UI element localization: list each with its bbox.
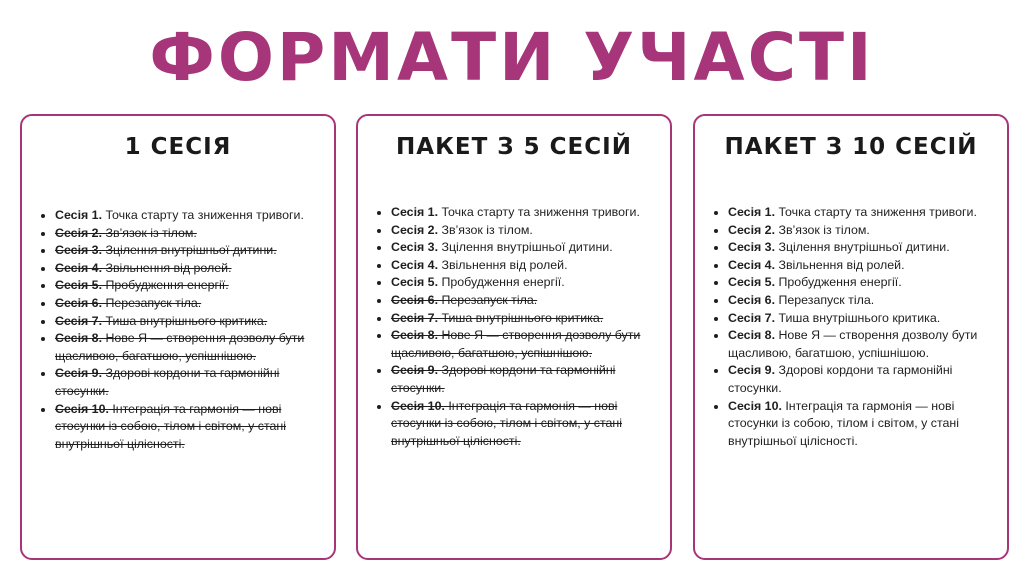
session-label: Сесія 3. — [391, 240, 439, 255]
session-description: Нове Я — створення дозволу бути щасливою, багатшою, успішнішою. — [55, 331, 305, 363]
session-description: Звільнення від ролей. — [102, 260, 232, 275]
session-item — [391, 274, 656, 292]
session-label: Сесія 2. — [728, 222, 776, 237]
session-label: Сесія 4. — [728, 257, 776, 272]
session-item — [391, 310, 656, 328]
session-label: Сесія 1. — [391, 205, 439, 219]
session-label: Сесія 9. — [728, 363, 776, 378]
session-label: Сесія 4. — [391, 257, 439, 272]
session-item — [55, 242, 320, 260]
session-description: Перезапуск тіла. — [438, 292, 538, 307]
session-description: Пробудження енергії. — [438, 275, 565, 290]
session-item — [55, 207, 320, 225]
session-label: Сесія 7. — [391, 310, 439, 325]
session-item — [55, 260, 320, 278]
session-list — [39, 207, 320, 453]
session-label: Сесія 5. — [728, 275, 776, 290]
session-label: Сесія 2. — [391, 222, 439, 237]
session-label: Сесія 1. — [728, 205, 776, 219]
session-item — [728, 222, 993, 240]
session-description: Зцілення внутрішньої дитини. — [438, 240, 613, 255]
session-item — [391, 362, 656, 397]
session-item — [55, 225, 320, 243]
session-description: Здорові кордони та гармонійні стосунки. — [391, 363, 616, 395]
session-item — [55, 401, 320, 454]
session-description: Здорові кордони та гармонійні стосунки. — [728, 363, 953, 395]
session-label: Сесія 9. — [55, 366, 103, 381]
session-label: Сесія 6. — [728, 292, 776, 307]
session-label: Сесія 7. — [55, 313, 103, 328]
session-item — [391, 327, 656, 362]
session-item — [55, 365, 320, 400]
session-description: Звільнення від ролей. — [438, 257, 568, 272]
format-card-ten — [693, 114, 1009, 560]
session-label: Сесія 10. — [391, 398, 445, 413]
session-description: Пробудження енергії. — [102, 278, 229, 293]
session-item — [391, 222, 656, 240]
session-description: Перезапуск тіла. — [775, 292, 875, 307]
session-description: Точка старту та зниження тривоги. — [102, 208, 304, 222]
session-label: Сесія 6. — [55, 295, 103, 310]
session-description: Нове Я — створення дозволу бути щасливою, багатшою, успішнішою. — [391, 328, 641, 360]
session-item — [728, 362, 993, 397]
session-description: Пробудження енергії. — [775, 275, 902, 290]
session-item — [55, 313, 320, 331]
card-heading: ПАКЕТ З 10 СЕСІЙ — [724, 134, 978, 160]
session-description: Перезапуск тіла. — [102, 295, 202, 310]
session-label: Сесія 8. — [728, 328, 776, 343]
format-card-single — [20, 114, 336, 560]
session-item — [391, 257, 656, 275]
session-item — [55, 295, 320, 313]
session-label: Сесія 10. — [728, 398, 782, 413]
session-item — [728, 327, 993, 362]
session-description: Тиша внутрішнього критика. — [438, 310, 604, 325]
session-label: Сесія 4. — [55, 260, 103, 275]
session-description: Нове Я — створення дозволу бути щасливою, багатшою, успішнішою. — [728, 328, 978, 360]
session-item — [55, 330, 320, 365]
session-list — [375, 204, 656, 450]
session-description: Зв’язок із тілом. — [102, 225, 197, 240]
session-item — [728, 292, 993, 310]
session-description: Точка старту та зниження тривоги. — [438, 205, 640, 219]
session-description: Точка старту та зниження тривоги. — [775, 205, 977, 219]
format-card-five — [356, 114, 672, 560]
session-label: Сесія 5. — [391, 275, 439, 290]
session-description: Інтеграція та гармонія — нові стосунки із собою, тілом і світом, у стані внутрішньої цілісності. — [391, 398, 622, 448]
session-item — [391, 204, 656, 222]
session-label: Сесія 8. — [391, 328, 439, 343]
card-heading: ПАКЕТ З 5 СЕСІЙ — [396, 134, 632, 160]
session-item — [728, 310, 993, 328]
session-item — [391, 292, 656, 310]
session-description: Зцілення внутрішньої дитини. — [775, 240, 950, 255]
session-list — [712, 204, 993, 450]
session-item — [728, 398, 993, 451]
session-item — [391, 239, 656, 257]
session-description: Здорові кордони та гармонійні стосунки. — [55, 366, 280, 398]
session-label: Сесія 3. — [55, 243, 103, 258]
session-label: Сесія 8. — [55, 331, 103, 346]
session-item — [728, 204, 993, 222]
session-label: Сесія 7. — [728, 310, 776, 325]
session-description: Зв’язок із тілом. — [438, 222, 533, 237]
session-label: Сесія 1. — [55, 208, 103, 222]
session-label: Сесія 5. — [55, 278, 103, 293]
session-label: Сесія 2. — [55, 225, 103, 240]
session-label: Сесія 6. — [391, 292, 439, 307]
session-item — [391, 398, 656, 451]
session-description: Тиша внутрішнього критика. — [775, 310, 941, 325]
card-heading: 1 СЕСІЯ — [124, 134, 232, 160]
session-description: Зв’язок із тілом. — [775, 222, 870, 237]
session-item — [728, 239, 993, 257]
session-item — [728, 257, 993, 275]
session-description: Тиша внутрішнього критика. — [102, 313, 268, 328]
session-description: Зцілення внутрішньої дитини. — [102, 243, 277, 258]
page-title: ФОРМАТИ УЧАСТІ — [149, 19, 875, 96]
session-label: Сесія 3. — [728, 240, 776, 255]
session-item — [55, 277, 320, 295]
session-item — [728, 274, 993, 292]
session-description: Звільнення від ролей. — [775, 257, 905, 272]
session-label: Сесія 10. — [55, 401, 109, 416]
session-description: Інтеграція та гармонія — нові стосунки із собою, тілом і світом, у стані внутрішньої цілісності. — [728, 398, 959, 448]
session-description: Інтеграція та гармонія — нові стосунки із собою, тілом і світом, у стані внутрішньої цілісності. — [55, 401, 286, 451]
session-label: Сесія 9. — [391, 363, 439, 378]
